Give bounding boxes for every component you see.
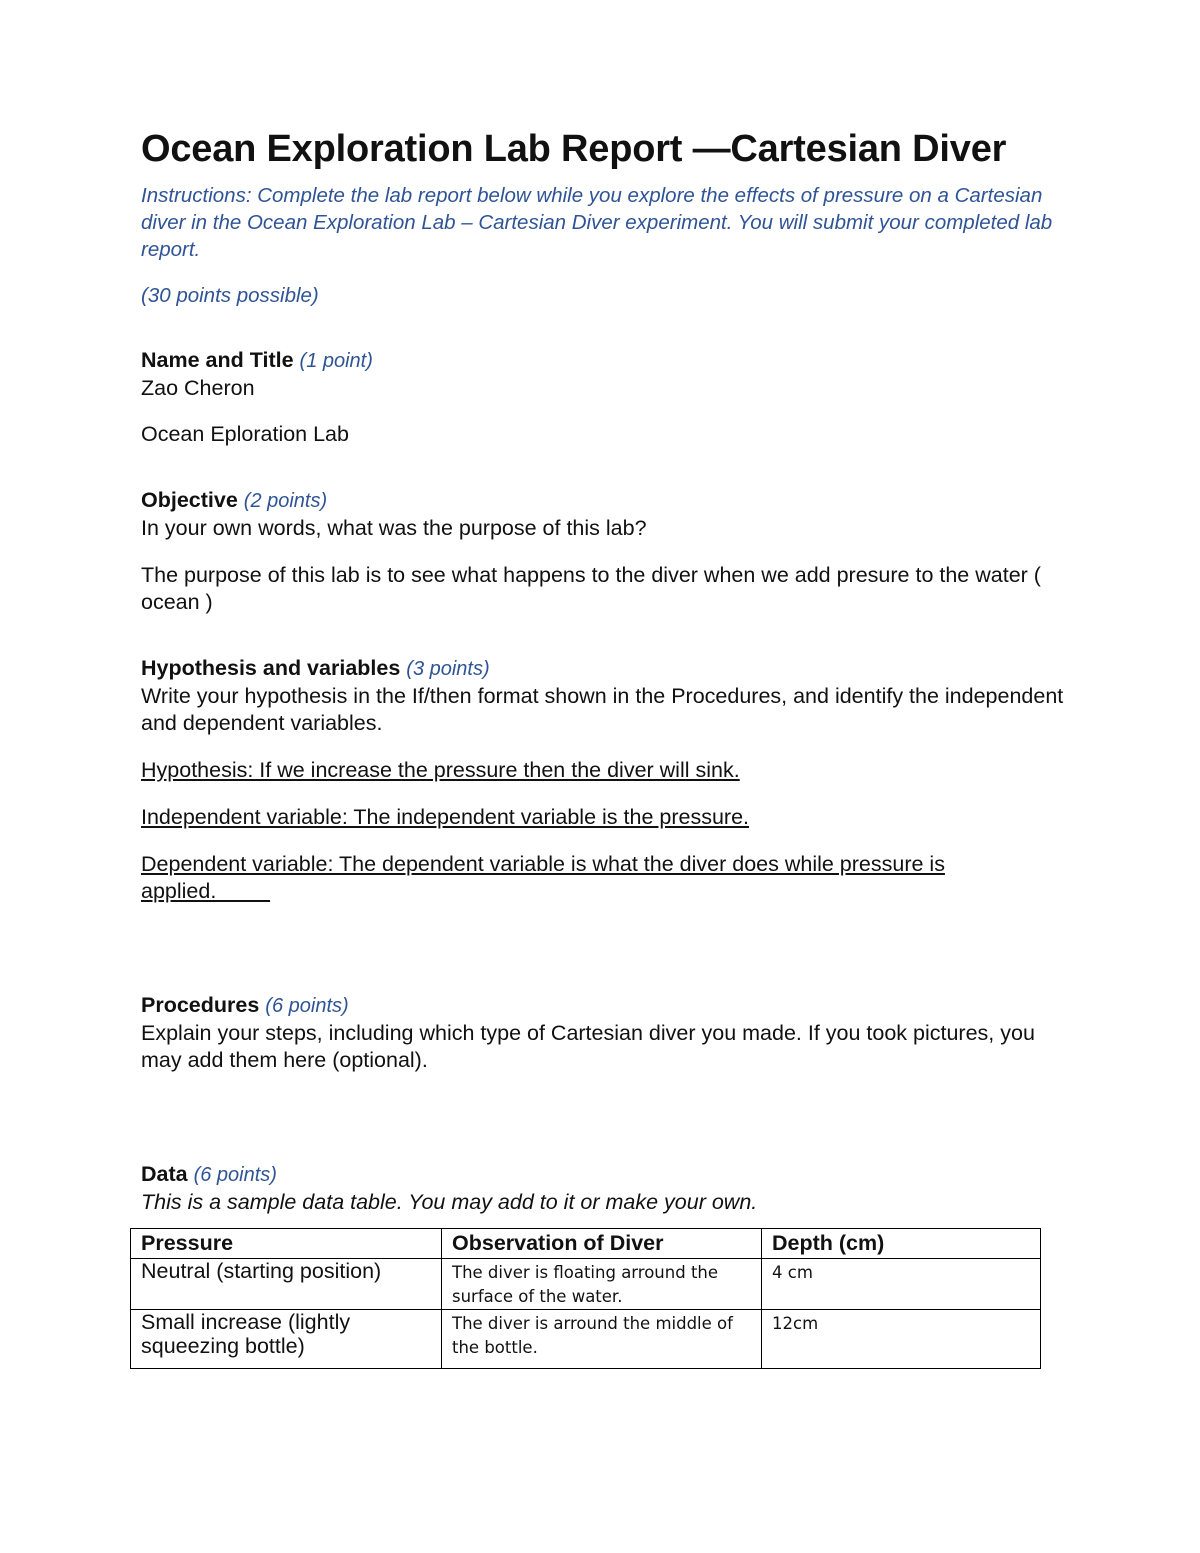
- instructions-text: Instructions: Complete the lab report below while you explore the effects of pressure on a Cartesian diver in the Ocean Exploration Lab – Cartesian Diver experiment. You will submit your completed lab report.: [141, 184, 1053, 261]
- table-header-observation: Observation of Diver: [442, 1229, 762, 1259]
- independent-variable: Independent variable: The independent variable is the pressure.: [141, 805, 749, 829]
- section-points-procedures: (6 points): [265, 995, 349, 1017]
- section-points-data: (6 points): [193, 1164, 277, 1186]
- section-heading-objective: Objective: [141, 488, 238, 512]
- objective-prompt: In your own words, what was the purpose of this lab?: [141, 516, 647, 540]
- section-procedures: [141, 991, 1071, 1074]
- section-name-title: [141, 346, 1071, 448]
- data-table: [130, 1228, 1041, 1369]
- table-cell-observation: The diver is floating arround the surface of the water.: [442, 1259, 762, 1310]
- section-heading-procedures: Procedures: [141, 993, 260, 1017]
- table-header-pressure: Pressure: [131, 1229, 442, 1259]
- section-points-name: (1 point): [299, 350, 373, 372]
- table-cell-depth: 4 cm: [762, 1259, 1041, 1310]
- student-name: Zao Cheron: [141, 376, 255, 400]
- objective-answer: The purpose of this lab is to see what happens to the diver when we add presure to the water ( ocean ): [141, 563, 1041, 614]
- section-data: [141, 1160, 1071, 1216]
- table-header-row: [131, 1229, 1041, 1259]
- hypothesis-prompt: Write your hypothesis in the If/then format shown in the Procedures, and identify the independent and dependent variables.: [141, 684, 1064, 735]
- data-prompt: This is a sample data table. You may add to it or make your own.: [141, 1190, 758, 1214]
- table-cell-pressure: Neutral (starting position): [131, 1259, 442, 1310]
- table-cell-observation: The diver is arround the middle of the bottle.: [442, 1310, 762, 1369]
- table-header-depth: Depth (cm): [762, 1229, 1041, 1259]
- section-heading-name: Name and Title: [141, 348, 294, 372]
- lab-title: Ocean Eploration Lab: [141, 422, 349, 446]
- table-row: [131, 1259, 1041, 1310]
- table-cell-depth: 12cm: [762, 1310, 1041, 1369]
- table-cell-pressure: Small increase (lightly squeezing bottle): [131, 1310, 442, 1369]
- section-points-hypothesis: (3 points): [406, 658, 490, 680]
- lab-report-page: [141, 126, 1071, 1216]
- dependent-variable: Dependent variable: The dependent variable is what the diver does while pressure is applied.: [141, 852, 945, 903]
- procedures-prompt: Explain your steps, including which type of Cartesian diver you made. If you took pictures, you may add them here (optional).: [141, 1021, 1035, 1072]
- document-title: Ocean Exploration Lab Report —Cartesian Diver: [141, 128, 1007, 170]
- section-hypothesis: [141, 654, 1071, 905]
- points-possible: (30 points possible): [141, 284, 319, 307]
- section-objective: [141, 486, 1071, 616]
- section-heading-hypothesis: Hypothesis and variables: [141, 656, 401, 680]
- section-points-objective: (2 points): [243, 490, 328, 512]
- section-heading-data: Data: [141, 1162, 188, 1186]
- table-row: [131, 1310, 1041, 1369]
- hypothesis-answer: Hypothesis: If we increase the pressure then the diver will sink.: [141, 758, 740, 782]
